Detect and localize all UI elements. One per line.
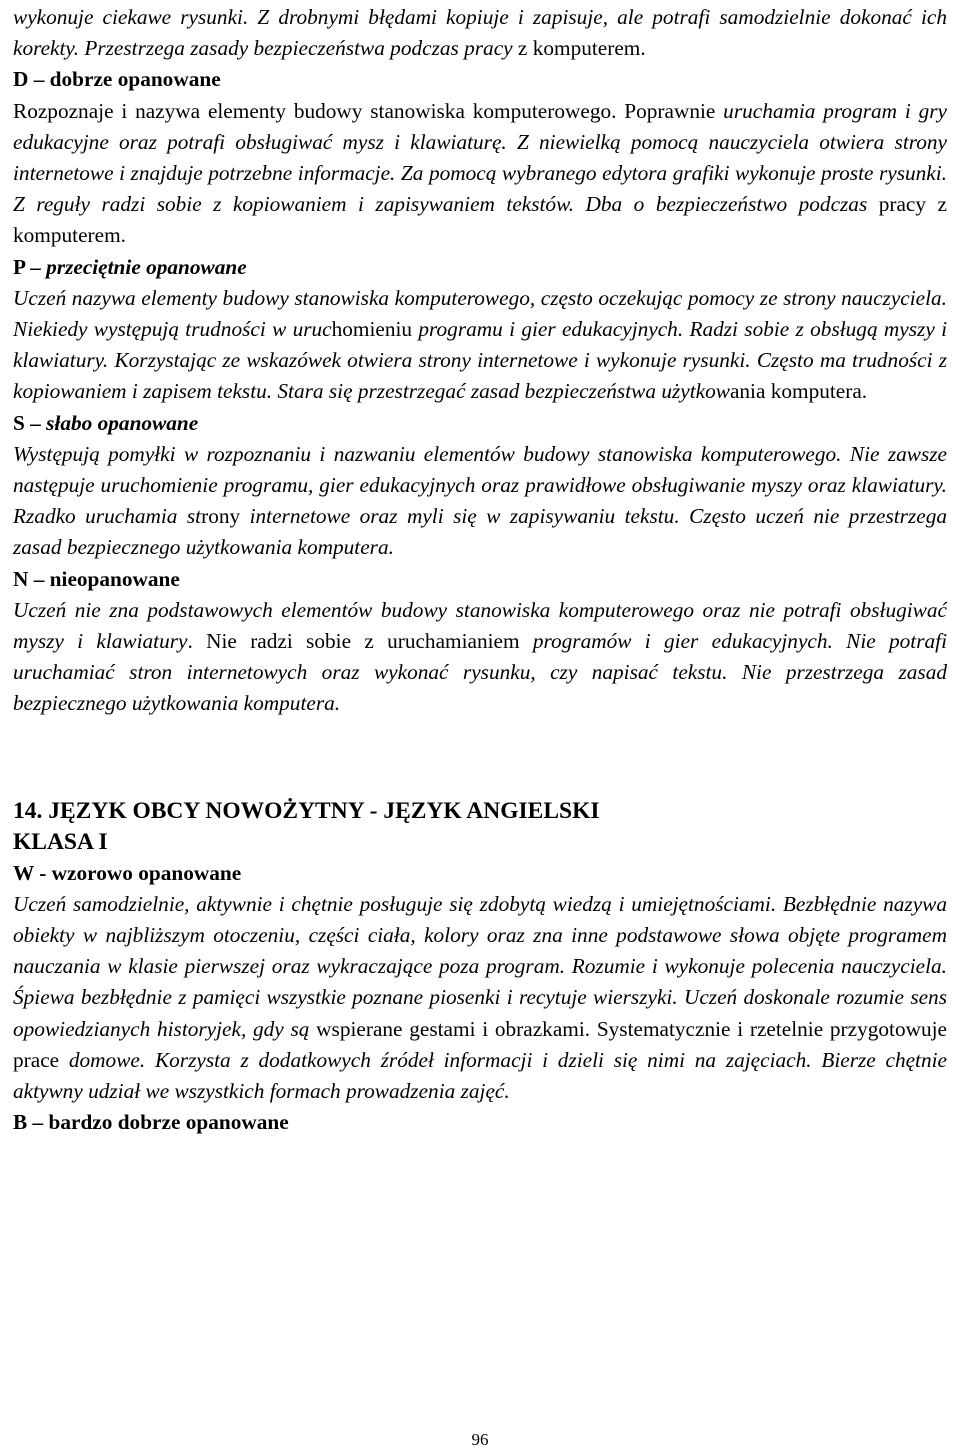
level-d-normal-1: Rozpoznaje i nazywa elementy budowy stanowiska komputerowego. Poprawnie — [13, 98, 724, 123]
level-w-italic-1: Uczeń samodzielnie, aktywnie i chętnie posługuje się zdobytą wiedzą i umiejętnościami. Bezbłędnie nazywa obiekty w najbliższym otoczeniu, części ciała, kolory oraz zna inne podstawowe słowa objęte programem nauczania w klasie pierwszej oraz wykraczające poza program. Rozumie i wykonuje polecenia nauczyciela. Śpiewa bezbłędnie z pamięci wszystkie poznane piosenki i recytuje wierszyki. Uczeń doskonale rozumie sens opowiedzianych historyjek, gdy są — [13, 891, 947, 1041]
page-number: 96 — [471, 1430, 489, 1449]
level-s-italic-2: internetowe oraz myli się w zapisywaniu tekstu. Często uczeń nie przestrzega zasad bezpiecznego użytkowania komputera. — [13, 504, 948, 560]
intro-italic-text: wykonuje ciekawe rysunki. Z drobnymi błędami kopiuje i zapisuje, ale potrafi samodzielnie dokonać ich korekty. Przestrzega zasady bezpieczeństwa podczas pracy — [13, 5, 947, 61]
level-s-heading — [13, 408, 947, 439]
level-p-normal-2: ania komputera. — [729, 379, 868, 404]
level-p-paragraph — [13, 283, 947, 408]
level-w-italic-2: domowe. Korzysta z dodatkowych źródeł informacji i dzieli się nimi na zajęciach. Bierze chętnie aktywny udział we wszystkich formach prowadzenia zajęć. — [13, 1047, 947, 1104]
level-p-heading-letter: P – — [13, 254, 47, 279]
level-d-italic-1: uruchamia program i gry edukacyjne oraz potrafi obsługiwać mysz i klawiaturę. Z niewielką pomocą nauczyciela otwiera strony internetowe i znajduje potrzebne informacje. Za pomocą wybranego edytora grafiki wykonuje proste rysunki. Z reguły radzi sobie z kopiowaniem i zapisywaniem tekstów. Dba o bezpieczeństwo podczas — [13, 98, 947, 217]
level-b-heading: B – bardzo dobrze opanowane — [13, 1110, 289, 1135]
level-w-heading: W - wzorowo opanowane — [13, 860, 242, 885]
level-d-normal-2: pracy z komputerem. — [13, 192, 947, 248]
level-n-heading: N – nieopanowane — [13, 566, 180, 591]
class-title: KLASA I — [13, 828, 108, 855]
level-s-italic-1: Występują pomyłki w rozpoznaniu i nazwaniu elementów budowy stanowiska komputerowego. Nie zawsze następuje uruchomienie programu, gier edukacyjnych oraz prawidłowe obsługiwanie myszy oraz klawiatury. Rzadko uruchamia st — [13, 441, 947, 529]
level-p-italic-1: Uczeń nazywa elementy budowy stanowiska komputerowego, często oczekując pomocy ze strony nauczyciela. Niekiedy występują trudności w uruc — [13, 285, 947, 342]
level-p-heading — [13, 252, 947, 283]
section-title: 14. JĘZYK OBCY NOWOŻYTNY - JĘZYK ANGIELSKI — [13, 797, 600, 824]
level-d-paragraph — [13, 96, 947, 252]
level-n-paragraph — [13, 595, 947, 720]
level-s-paragraph — [13, 439, 947, 564]
level-s-heading-italic: słabo opanowane — [46, 410, 199, 435]
level-n-italic-2: programów i gier edukacyjnych. Nie potrafi uruchamiać stron internetowych oraz wykonać rysunku, czy napisać tekstu. Nie przestrzega zasad bezpiecznego użytkowania komputera. — [13, 629, 947, 716]
intro-paragraph — [13, 2, 947, 64]
intro-normal-text: z komputerem. — [512, 36, 646, 61]
level-d-heading: D – dobrze opanowane — [13, 67, 221, 92]
level-p-heading-italic: przeciętnie opanowane — [46, 254, 247, 279]
level-w-paragraph — [13, 889, 947, 1107]
level-n-italic-1: Uczeń nie zna podstawowych elementów budowy stanowiska komputerowego oraz nie potrafi obsługiwać myszy i klawiatury — [13, 597, 947, 654]
level-p-italic-2: programu i gier edukacyjnych. Radzi sobie z obsługą myszy i klawiatury. Korzystając ze wskazówek otwiera strony internetowe i wykonuje rysunki. Często ma trudności z kopiowaniem i zapisem tekstu. Stara się przestrzegać zasad bezpieczeństwa użytkow — [13, 317, 947, 404]
level-n-normal-1: . Nie radzi sobie z uruchamianiem — [187, 629, 533, 654]
level-p-normal-1: homieniu — [331, 317, 413, 342]
document-page — [13, 2, 947, 1139]
section-spacer — [13, 720, 947, 796]
level-s-normal-1: rony — [201, 504, 241, 529]
level-w-normal-1: wspierane gestami i obrazkami. Systematycznie i rzetelnie przygotowuje prace — [13, 1016, 948, 1072]
level-s-heading-letter: S – — [13, 410, 47, 435]
